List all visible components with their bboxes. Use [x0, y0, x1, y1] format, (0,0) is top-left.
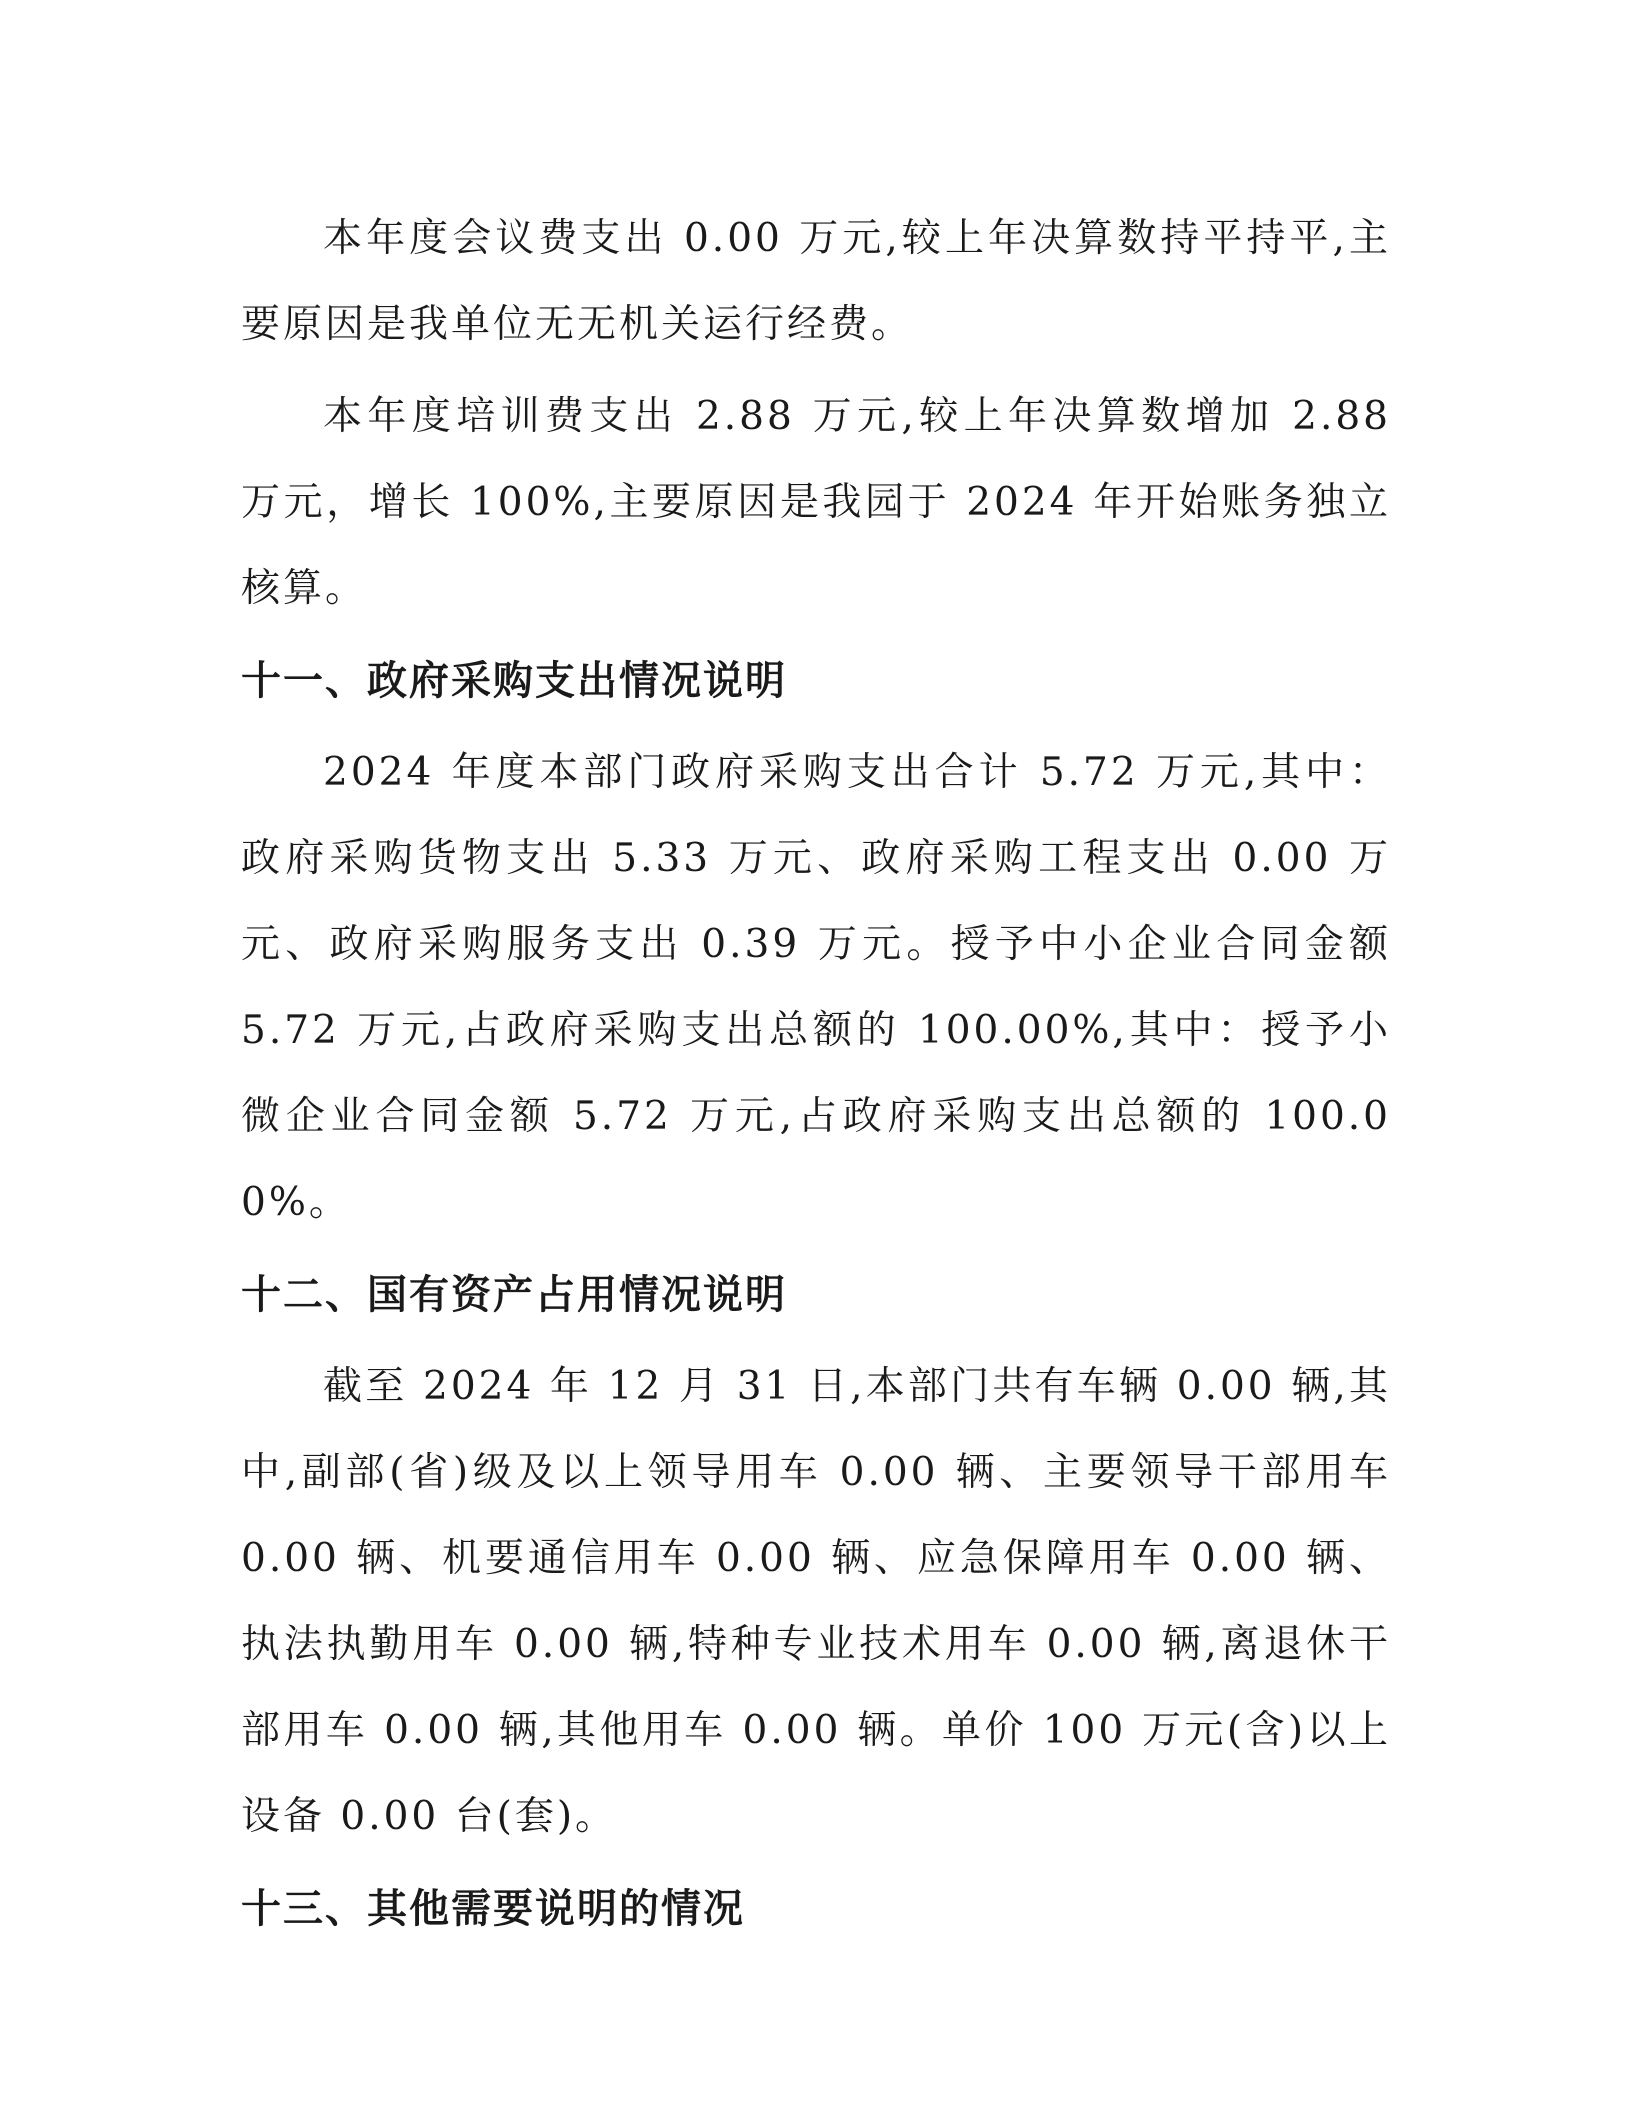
paragraph-meeting-expense: 本年度会议费支出 0.00 万元,较上年决算数持平持平,主要原因是我单位无无机关运行经费。: [241, 216, 1391, 347]
paragraph-procurement: 2024 年度本部门政府采购支出合计 5.72 万元,其中：政府采购货物支出 5.33 万元、政府采购工程支出 0.00 万元、政府采购服务支出 0.39 万元。授予中小企业合同金额 5.72 万元,占政府采购支出总额的 100.00%,其中：授予小微企业合同金额 5.72 万元,占政府采购支出总额的 100.00%。: [241, 750, 1391, 1225]
section-heading-other: 十三、其他需要说明的情况: [241, 1886, 745, 1932]
document-body: [241, 196, 1391, 1958]
section-heading-state-assets: 十二、国有资产占用情况说明: [241, 1272, 787, 1318]
section-heading-procurement: 十一、政府采购支出情况说明: [241, 658, 787, 704]
paragraph-training-expense: 本年度培训费支出 2.88 万元,较上年决算数增加 2.88 万元，增长 100%,主要原因是我园于 2024 年开始账务独立核算。: [241, 394, 1391, 611]
paragraph-state-assets: 截至 2024 年 12 月 31 日,本部门共有车辆 0.00 辆,其中,副部(省)级及以上领导用车 0.00 辆、主要领导干部用车 0.00 辆、机要通信用车 0.00 辆、应急保障用车 0.00 辆、执法执勤用车 0.00 辆,特种专业技术用车 0.00 辆,离退休干部用车 0.00 辆,其他用车 0.00 辆。单价 100 万元(含)以上设备 0.00 台(套)。: [241, 1364, 1391, 1839]
